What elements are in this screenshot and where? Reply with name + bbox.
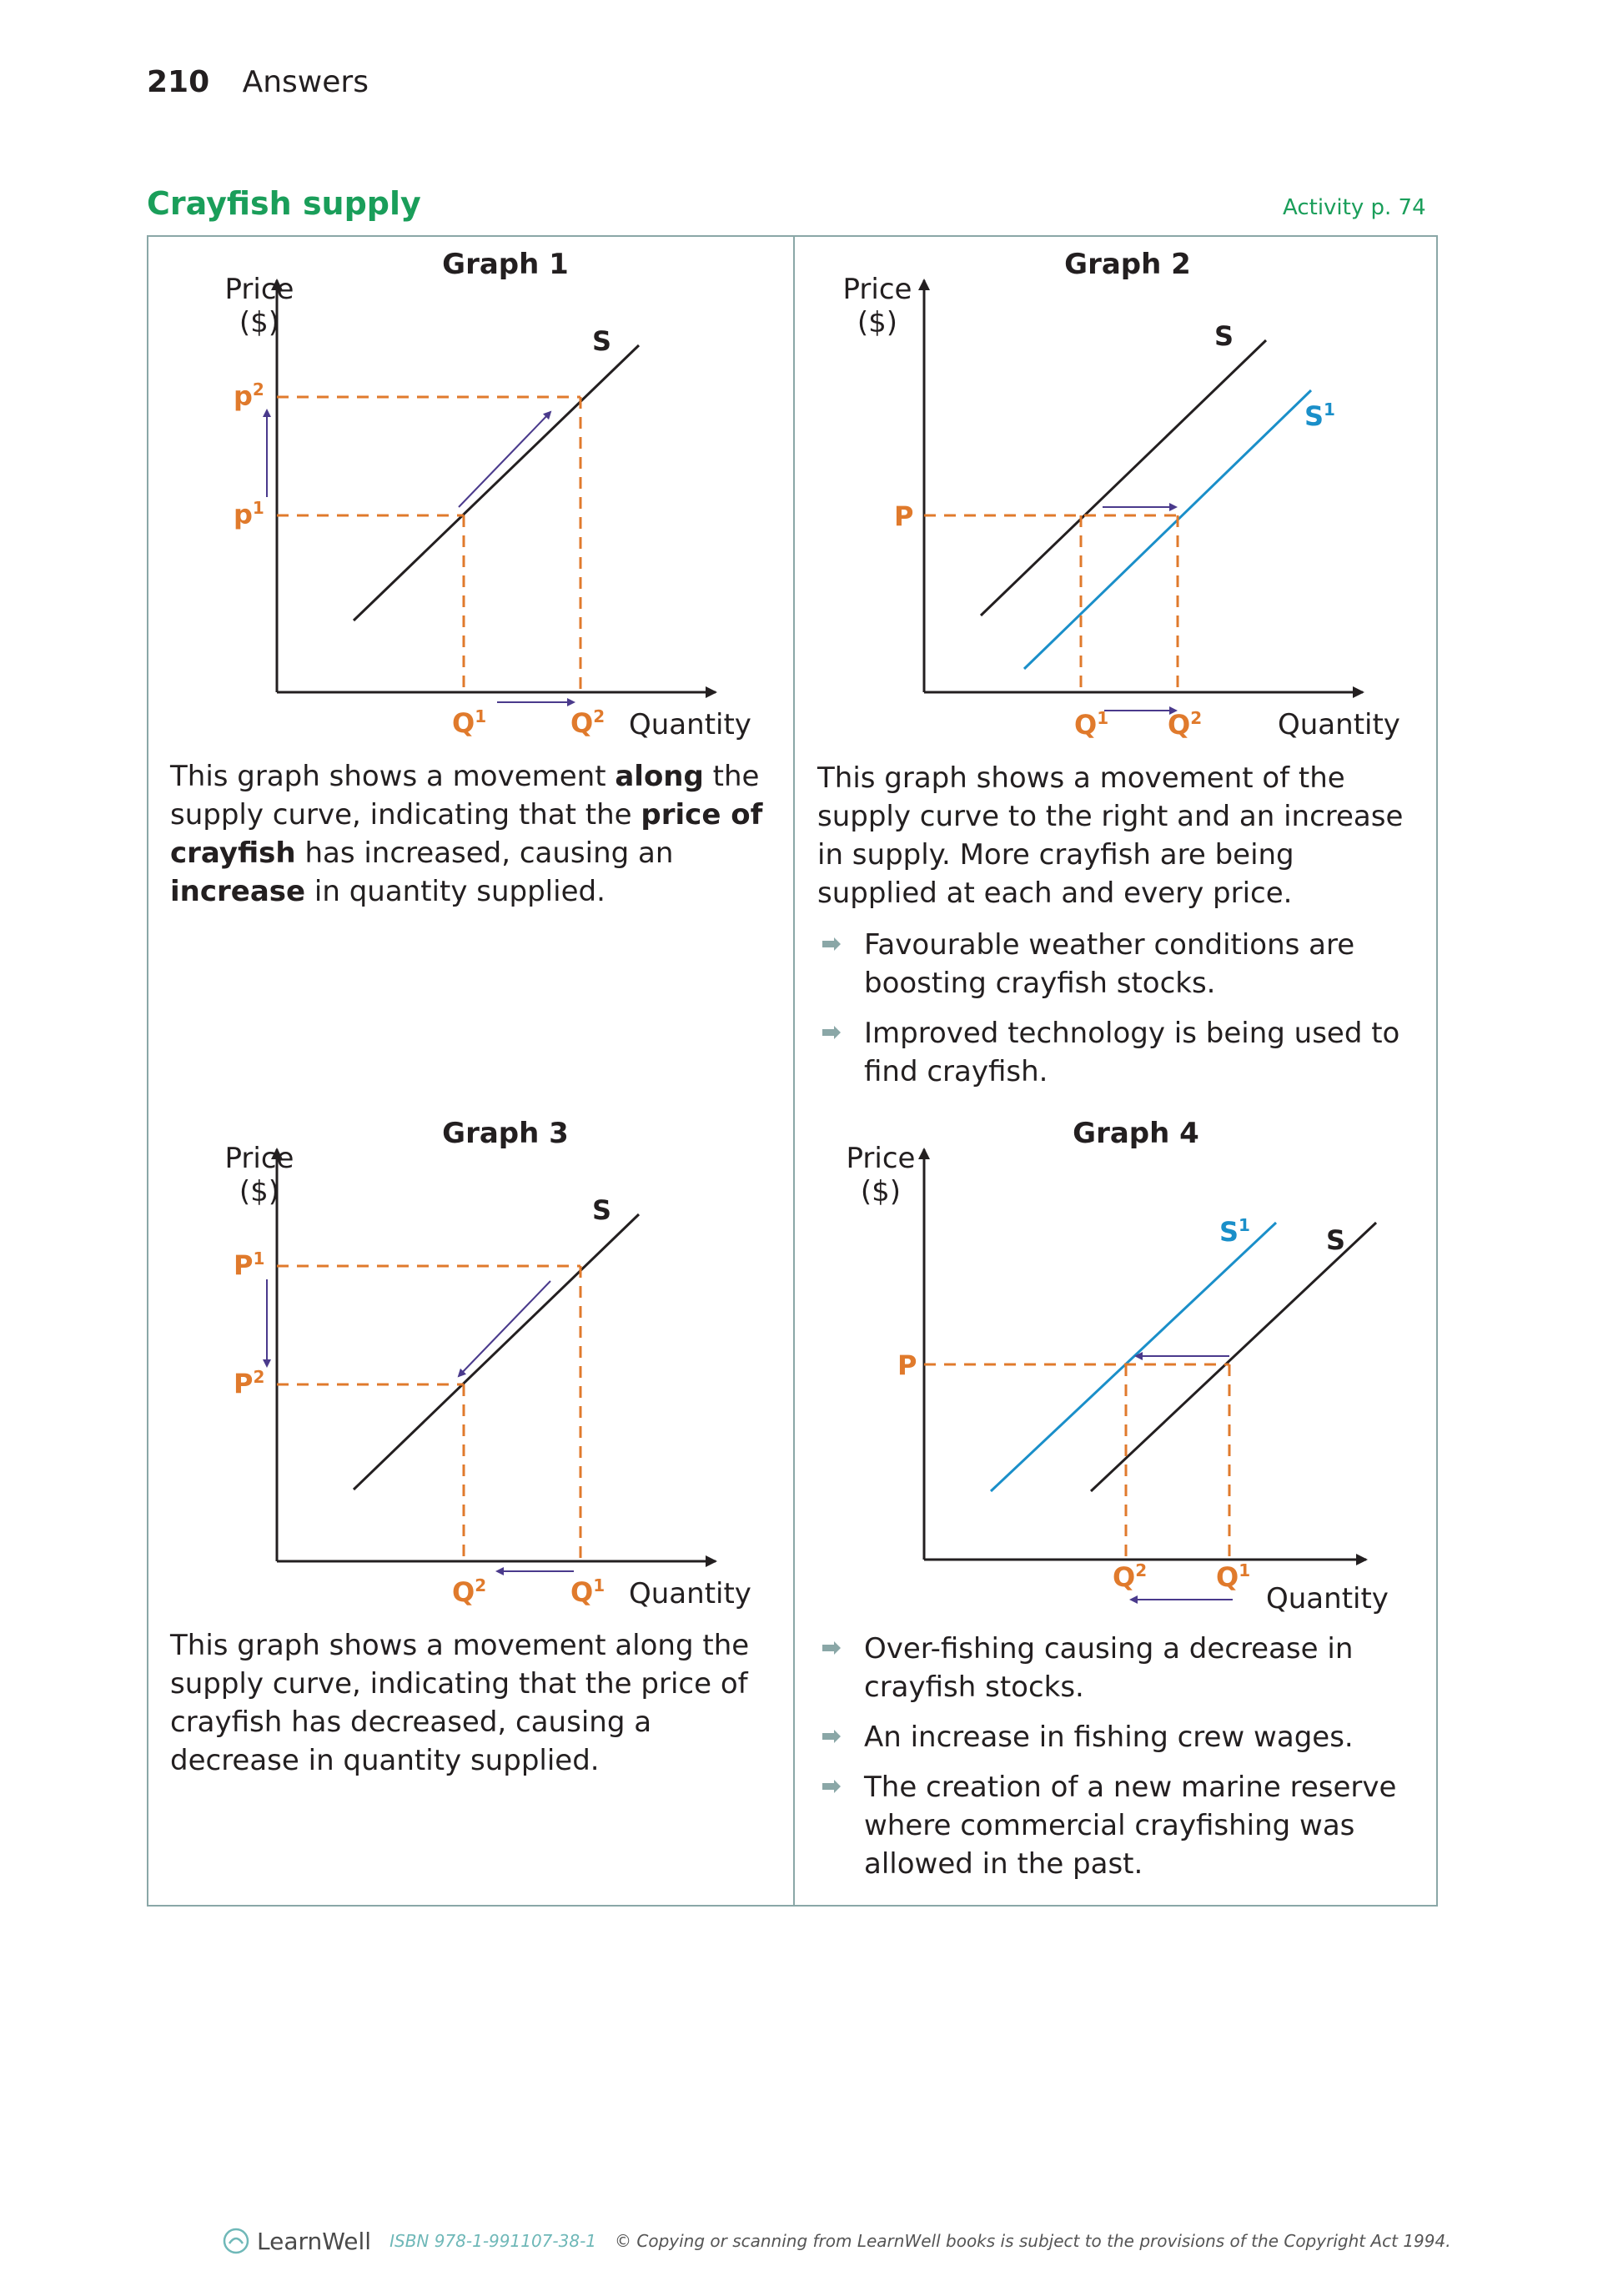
graph-4-title: Graph 4: [1073, 1117, 1199, 1150]
graph-2-p-label: P: [894, 500, 914, 532]
graph-2-shifted-supply-curve: [1024, 390, 1311, 669]
graph-1-supply-curve: [354, 345, 639, 620]
arrow-bullet-icon: [822, 1641, 841, 1655]
graph-1-price-label: Price: [224, 273, 294, 306]
graph-1-q-right-label: $Q^2$: [570, 706, 605, 739]
graph-3-p-high-label: $P^1$: [234, 1248, 265, 1281]
footer: [222, 2227, 1451, 2255]
arrow-bullet-icon: [822, 937, 841, 951]
page-number: 210: [147, 65, 210, 99]
graph-3-price-label: Price: [224, 1142, 294, 1175]
graph-2-price-label: Price: [842, 273, 912, 306]
list-item: Improved technology is being used to find crayfish.: [817, 1014, 1418, 1091]
graph-1-quantity-label: Quantity: [629, 708, 751, 741]
list-item: The creation of a new marine reserve where commercial crayfishing was allowed in the past.: [817, 1768, 1418, 1883]
graph-3-p-low-label: $P^2$: [234, 1367, 265, 1399]
graph-2-description: This graph shows a movement of the supply curve to the right and an increase in supply. More crayfish are being supplied at each and every price.: [817, 761, 1404, 910]
arrow-bullet-icon: [822, 1780, 841, 1793]
footer-copyright: © Copying or scanning from LearnWell books is subject to the provisions of the Copyright Act 1994.: [615, 2231, 1451, 2251]
graph-1: [147, 242, 789, 759]
page-header: [147, 65, 369, 99]
graph-1-p-low-label: $p^1$: [234, 498, 264, 530]
list-item: Over-fishing causing a decrease in crayfish stocks.: [817, 1630, 1418, 1706]
graph-4-curve-label: S: [1326, 1224, 1346, 1256]
graph-2-quantity-label: Quantity: [1278, 708, 1400, 741]
graph-1-curve-label: S: [592, 325, 612, 357]
graph-2-bullet-list: [817, 926, 1418, 1103]
graph-4-price-unit: ($): [860, 1175, 902, 1208]
graph-3-curve-arrow: [459, 1281, 550, 1376]
arrow-bullet-icon: [822, 1026, 841, 1039]
graph-2-curve-label: S: [1214, 320, 1234, 352]
graph-2-shift-label: $S^1$: [1304, 399, 1335, 432]
graph-3-title: Graph 3: [442, 1117, 569, 1150]
graph-4-bullet-list: [817, 1630, 1418, 1895]
graph-4-p-label: P: [897, 1349, 917, 1381]
graph-3-price-unit: ($): [239, 1175, 280, 1208]
graph-2: [794, 242, 1436, 759]
graph-1-price-unit: ($): [239, 306, 280, 339]
learnwell-logo-icon: [222, 2227, 250, 2255]
graph-3-q-left-label: $Q^2$: [452, 1575, 487, 1608]
graph-3-supply-curve: [354, 1214, 639, 1490]
graph-4-shift-label: $S^1$: [1219, 1215, 1250, 1248]
page-header-title: Answers: [242, 65, 369, 99]
graph-4-q-left-label: $Q^2$: [1113, 1560, 1148, 1593]
graph-3-description: This graph shows a movement along the supply curve, indicating that the price of crayfish has decreased, causing a decrease in quantity supplied.: [170, 1629, 750, 1777]
graph-2-price-unit: ($): [857, 306, 898, 339]
graph-4-price-label: Price: [846, 1142, 916, 1175]
graph-1-q-left-label: $Q^1$: [452, 706, 487, 739]
section-title: Crayfish supply: [147, 185, 421, 222]
graph-1-p-high-label: $p^2$: [234, 379, 264, 412]
activity-reference: Activity p. 74: [1283, 195, 1426, 220]
graph-3-quantity-label: Quantity: [629, 1577, 751, 1610]
graph-4-q-right-label: $Q^1$: [1216, 1560, 1251, 1593]
list-item: An increase in fishing crew wages.: [817, 1718, 1418, 1756]
footer-logo-text: LearnWell: [257, 2227, 372, 2255]
arrow-bullet-icon: [822, 1730, 841, 1743]
graph-3-curve-label: S: [592, 1194, 612, 1226]
graph-4-quantity-label: Quantity: [1266, 1582, 1389, 1615]
graph-1-curve-arrow: [459, 412, 550, 507]
graph-3: [147, 1111, 789, 1628]
graph-1-description: This graph shows a movement along the supply curve, indicating that the price of crayfish has increased, causing an increase in quantity supplied.: [170, 760, 763, 908]
graph-2-q-right-label: $Q^2$: [1168, 708, 1203, 741]
graph-3-q-right-label: $Q^1$: [570, 1575, 605, 1608]
list-item: Favourable weather conditions are boosting crayfish stocks.: [817, 926, 1418, 1002]
footer-isbn: ISBN 978-1-991107-38-1: [389, 2231, 597, 2251]
graph-2-q-left-label: $Q^1$: [1074, 708, 1109, 741]
graph-4: [794, 1111, 1436, 1628]
graph-2-title: Graph 2: [1064, 248, 1191, 281]
graph-1-title: Graph 1: [442, 248, 569, 281]
